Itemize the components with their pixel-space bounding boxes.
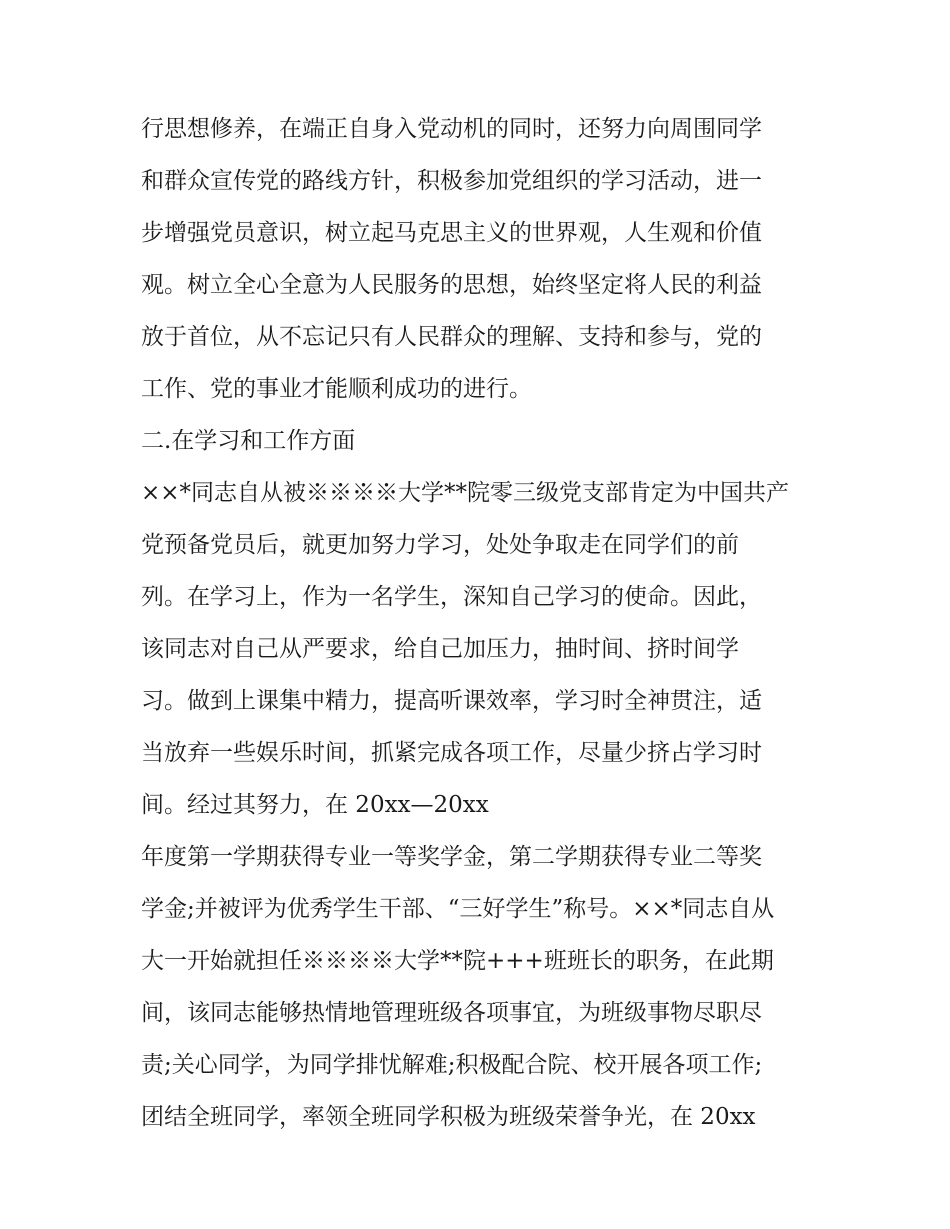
text-line: 大一开始就担任※※※※大学**院+++班班长的职务，在此期 bbox=[141, 948, 774, 974]
text-line: 放于首位，从不忘记只有人民群众的理解、支持和参与，党的 bbox=[141, 324, 762, 350]
text-line: 习。做到上课集中精力，提高听课效率，学习时全神贯注，适 bbox=[141, 688, 762, 714]
text-line: 和群众宣传党的路线方针，积极参加党组织的学习活动，进一 bbox=[141, 168, 762, 194]
text-line: 党预备党员后，就更加努力学习，处处争取走在同学们的前 bbox=[141, 532, 739, 558]
text-line: 步增强党员意识，树立起马克思主义的世界观，人生观和价值 bbox=[141, 220, 762, 246]
document-body bbox=[141, 103, 831, 1143]
text-line: 间。经过其努力，在 20xx—20xx bbox=[141, 792, 489, 818]
text-line: 列。在学习上，作为一名学生，深知自己学习的使命。因此， bbox=[141, 584, 762, 610]
text-line: 年度第一学期获得专业一等奖学金，第二学期获得专业二等奖 bbox=[141, 844, 762, 870]
text-line: 责;关心同学，为同学排忧解难;积极配合院、校开展各项工作; bbox=[141, 1052, 763, 1078]
text-line: 工作、党的事业才能顺利成功的进行。 bbox=[141, 376, 532, 402]
text-line: 行思想修养，在端正自身入党动机的同时，还努力向周围同学 bbox=[141, 116, 762, 142]
text-line: 观。树立全心全意为人民服务的思想，始终坚定将人民的利益 bbox=[141, 272, 762, 298]
section-heading: 二.在学习和工作方面 bbox=[141, 428, 356, 454]
text-line: 当放弃一些娱乐时间，抓紧完成各项工作，尽量少挤占学习时 bbox=[141, 740, 762, 766]
text-line: 学金;并被评为优秀学生干部、“三好学生”称号。××*同志自从 bbox=[141, 896, 775, 922]
text-line: ××*同志自从被※※※※大学**院零三级党支部肯定为中国共产 bbox=[141, 480, 790, 506]
text-line: 该同志对自己从严要求，给自己加压力，抽时间、挤时间学 bbox=[141, 636, 739, 662]
text-line: 间，该同志能够热情地管理班级各项事宜，为班级事物尽职尽 bbox=[141, 1000, 762, 1026]
text-line: 团结全班同学，率领全班同学积极为班级荣誉争光，在 20xx bbox=[141, 1104, 756, 1130]
